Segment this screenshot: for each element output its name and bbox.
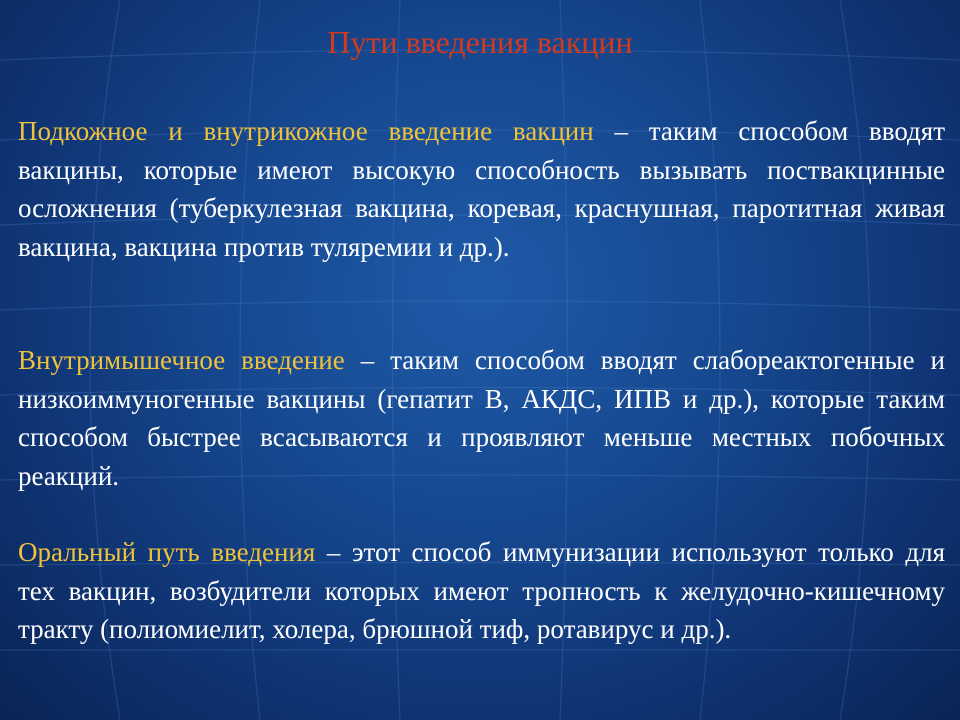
term-subcutaneous: Подкожное и внутрикожное введение вакцин	[18, 116, 594, 146]
text-subcutaneous: – таким способом вводят вакцины, которые имеют высокую способность вызывать поствакцинные осложнения (туберкулезная вакцина, коревая, краснушная, паротитная живая вакцина, вакцина против туляремии и др.).	[18, 116, 945, 262]
slide-title: Пути введения вакцин	[327, 24, 633, 60]
term-oral: Оральный путь введения	[18, 537, 316, 567]
paragraph-oral	[18, 533, 945, 649]
paragraph-intramuscular	[18, 341, 945, 495]
text-oral: – этот способ иммунизации используют только для тех вакцин, возбудители которых имеют тропность к желудочно-кишечному тракту (полиомиелит, холера, брюшной тиф, ротавирус и др.).	[18, 537, 945, 644]
term-intramuscular: Внутримышечное введение	[18, 345, 345, 375]
text-intramuscular: – таким способом вводят слабореактогенные и низкоиммуногенные вакцины (гепатит В, АКДС, ИПВ и др.), которые таким способом быстрее всасываются и проявляют меньше местных побочных реакций.	[18, 345, 946, 491]
paragraph-subcutaneous	[18, 112, 945, 266]
